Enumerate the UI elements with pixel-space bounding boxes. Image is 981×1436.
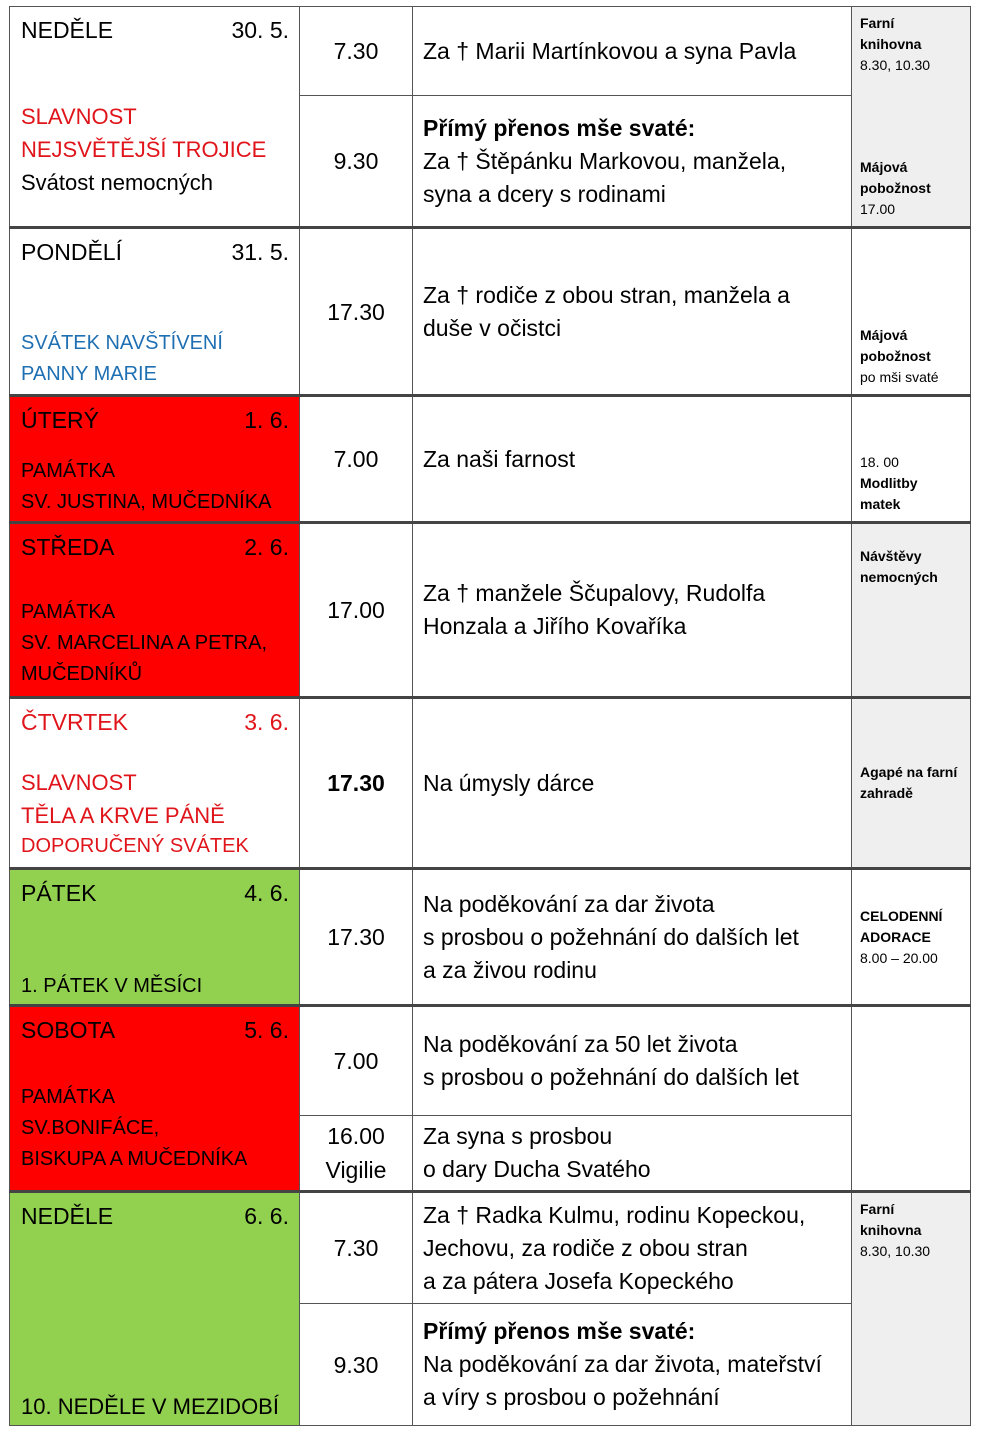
note-cell xyxy=(852,869,971,1006)
note-bold: Farní knihovna xyxy=(860,1201,922,1238)
feast-line: Svátost nemocných xyxy=(21,170,213,195)
table-row xyxy=(10,228,971,396)
feast-line: MUČEDNÍKŮ xyxy=(21,663,143,685)
day-name: NEDĚLE xyxy=(21,1203,114,1229)
feast-line: PANNY MARIE xyxy=(21,363,157,385)
mass-intention xyxy=(413,869,852,1006)
time-line: Vigilie xyxy=(325,1157,387,1183)
intention-line: Za † rodiče z obou stran, manžela a xyxy=(423,281,790,308)
mass-time: 17.30 xyxy=(300,869,413,1006)
feast-line: BISKUPA A MUČEDNÍKA xyxy=(21,1148,248,1170)
note-text: 8.00 – 20.00 xyxy=(860,949,938,966)
note-text: 8.30, 10.30 xyxy=(860,1243,931,1259)
note-text: 17.00 xyxy=(860,201,896,217)
day-date: 6. 6. xyxy=(244,1203,289,1229)
intention-line: Za † manžele Ščupalovy, Rudolfa xyxy=(423,580,766,606)
day-date: 4. 6. xyxy=(244,880,289,906)
note-bold: Farní knihovna xyxy=(860,15,922,52)
day-date: 31. 5. xyxy=(231,239,289,265)
table-row xyxy=(10,698,971,869)
intention-heading: Přímý přenos mše svaté: xyxy=(423,1318,696,1344)
feast-line: SV.BONIFÁCE, xyxy=(21,1117,160,1139)
note-cell xyxy=(852,698,971,869)
feast-line: SV. MARCELINA A PETRA, xyxy=(21,632,268,654)
mass-time: 17.00 xyxy=(300,523,413,698)
table-row xyxy=(10,523,971,698)
note-text: 8.30, 10.30 xyxy=(860,57,931,73)
note-bold: Májová pobožnost xyxy=(860,327,931,364)
mass-intention xyxy=(413,228,852,396)
intention-line: syna a dcery s rodinami xyxy=(423,180,666,207)
intention-line: Na poděkování za 50 let života xyxy=(423,1031,738,1057)
day-date: 5. 6. xyxy=(244,1017,289,1043)
feast-line: SLAVNOST xyxy=(21,104,137,129)
note-text: 18. 00 xyxy=(860,454,899,470)
mass-time: 7.00 xyxy=(300,1006,413,1116)
day-name: ÚTERÝ xyxy=(21,407,99,433)
note-cell xyxy=(852,228,971,396)
day-name: ČTVRTEK xyxy=(21,709,128,735)
note-cell xyxy=(852,396,971,523)
feast-line: SVÁTEK NAVŠTÍVENÍ xyxy=(21,332,223,354)
day-date: 3. 6. xyxy=(244,709,289,735)
feast-line: SV. JUSTINA, MUČEDNÍKA xyxy=(21,491,272,513)
table-row xyxy=(10,396,971,523)
feast-line: SLAVNOST xyxy=(21,770,137,795)
table-row xyxy=(10,1006,971,1116)
mass-time: 9.30 xyxy=(300,96,413,228)
mass-intention xyxy=(413,1304,852,1426)
mass-intention xyxy=(413,698,852,869)
mass-time: 17.30 xyxy=(300,228,413,396)
intention-line: Za naši farnost xyxy=(423,445,576,472)
note-cell xyxy=(852,7,971,228)
intention-line: Za syna s prosbou xyxy=(423,1123,613,1149)
feast-line: PAMÁTKA xyxy=(21,460,116,482)
note-cell xyxy=(852,1192,971,1426)
mass-intention xyxy=(413,1192,852,1304)
day-cell-monday xyxy=(10,228,300,396)
day-date: 30. 5. xyxy=(231,17,289,43)
intention-line: Za † Štěpánku Markovou, manžela, xyxy=(423,147,787,174)
intention-line: a za živou rodinu xyxy=(423,956,597,983)
day-name: STŘEDA xyxy=(21,534,115,560)
day-cell-wednesday xyxy=(10,523,300,698)
intention-line: duše v očistci xyxy=(423,314,562,341)
mass-intention xyxy=(413,1006,852,1116)
day-name: PONDĚLÍ xyxy=(21,239,122,265)
day-cell-friday xyxy=(10,869,300,1006)
feast-line: 10. NEDĚLE V MEZIDOBÍ xyxy=(21,1394,279,1419)
time-line: 16.00 xyxy=(327,1123,385,1149)
day-cell-sunday-6-6 xyxy=(10,1192,300,1426)
note-bold: Návštěvy nemocných xyxy=(860,548,938,585)
day-date: 1. 6. xyxy=(244,407,289,433)
intention-heading: Přímý přenos mše svaté: xyxy=(423,114,696,141)
intention-line: o dary Ducha Svatého xyxy=(423,1156,651,1182)
intention-line: a víry s prosbou o požehnání xyxy=(423,1384,720,1410)
feast-line: DOPORUČENÝ SVÁTEK xyxy=(21,835,249,857)
intention-line: Honzala a Jiřího Kovaříka xyxy=(423,613,687,639)
intention-line: Na poděkování za dar života xyxy=(423,890,715,917)
day-name: NEDĚLE xyxy=(21,17,114,43)
intention-line: Za † Radka Kulmu, rodinu Kopeckou, xyxy=(423,1201,806,1228)
intention-line: Na poděkování za dar života, mateřství xyxy=(423,1351,822,1377)
intention-line: s prosbou o požehnání do dalších let xyxy=(423,923,799,950)
mass-intention xyxy=(413,96,852,228)
table-row xyxy=(10,7,971,96)
day-cell-saturday xyxy=(10,1006,300,1192)
note-text: po mši svaté xyxy=(860,369,939,385)
mass-intention xyxy=(413,523,852,698)
day-cell-tuesday xyxy=(10,396,300,523)
note-bold: Modlitby matek xyxy=(860,475,918,512)
note-cell xyxy=(852,1006,971,1192)
day-date: 2. 6. xyxy=(244,534,289,560)
table-row xyxy=(10,869,971,1006)
note-bold: CELODENNÍ ADORACE xyxy=(860,907,943,945)
mass-time: 7.30 xyxy=(300,1192,413,1304)
mass-time: 7.30 xyxy=(300,7,413,96)
mass-intention xyxy=(413,1116,852,1192)
note-cell xyxy=(852,523,971,698)
feast-line: PAMÁTKA xyxy=(21,601,116,623)
mass-time: 17.30 xyxy=(300,698,413,869)
feast-line: 1. PÁTEK V MĚSÍCI xyxy=(21,975,203,997)
intention-line: Jechovu, za rodiče z obou stran xyxy=(423,1234,748,1261)
mass-time: 9.30 xyxy=(300,1304,413,1426)
day-cell-sunday-30-5 xyxy=(10,7,300,228)
intention-line: Na úmysly dárce xyxy=(423,769,595,796)
note-bold: Májová pobožnost xyxy=(860,159,931,196)
mass-intention xyxy=(413,396,852,523)
feast-line: PAMÁTKA xyxy=(21,1086,116,1108)
intention-line: Za † Marii Martínkovou a syna Pavla xyxy=(423,37,797,64)
mass-schedule-table xyxy=(9,6,971,1426)
feast-line: NEJSVĚTĚJŠÍ TROJICE xyxy=(21,137,267,162)
mass-time: 7.00 xyxy=(300,396,413,523)
mass-intention xyxy=(413,7,852,96)
feast-line: TĚLA A KRVE PÁNĚ xyxy=(21,803,225,828)
day-name: SOBOTA xyxy=(21,1017,116,1043)
intention-line: s prosbou o požehnání do dalších let xyxy=(423,1064,799,1090)
table-row xyxy=(10,1192,971,1304)
mass-time xyxy=(300,1116,413,1192)
day-cell-thursday xyxy=(10,698,300,869)
intention-line: a za pátera Josefa Kopeckého xyxy=(423,1267,734,1294)
day-name: PÁTEK xyxy=(21,880,97,906)
note-bold: Agapé na farní zahradě xyxy=(860,764,958,801)
